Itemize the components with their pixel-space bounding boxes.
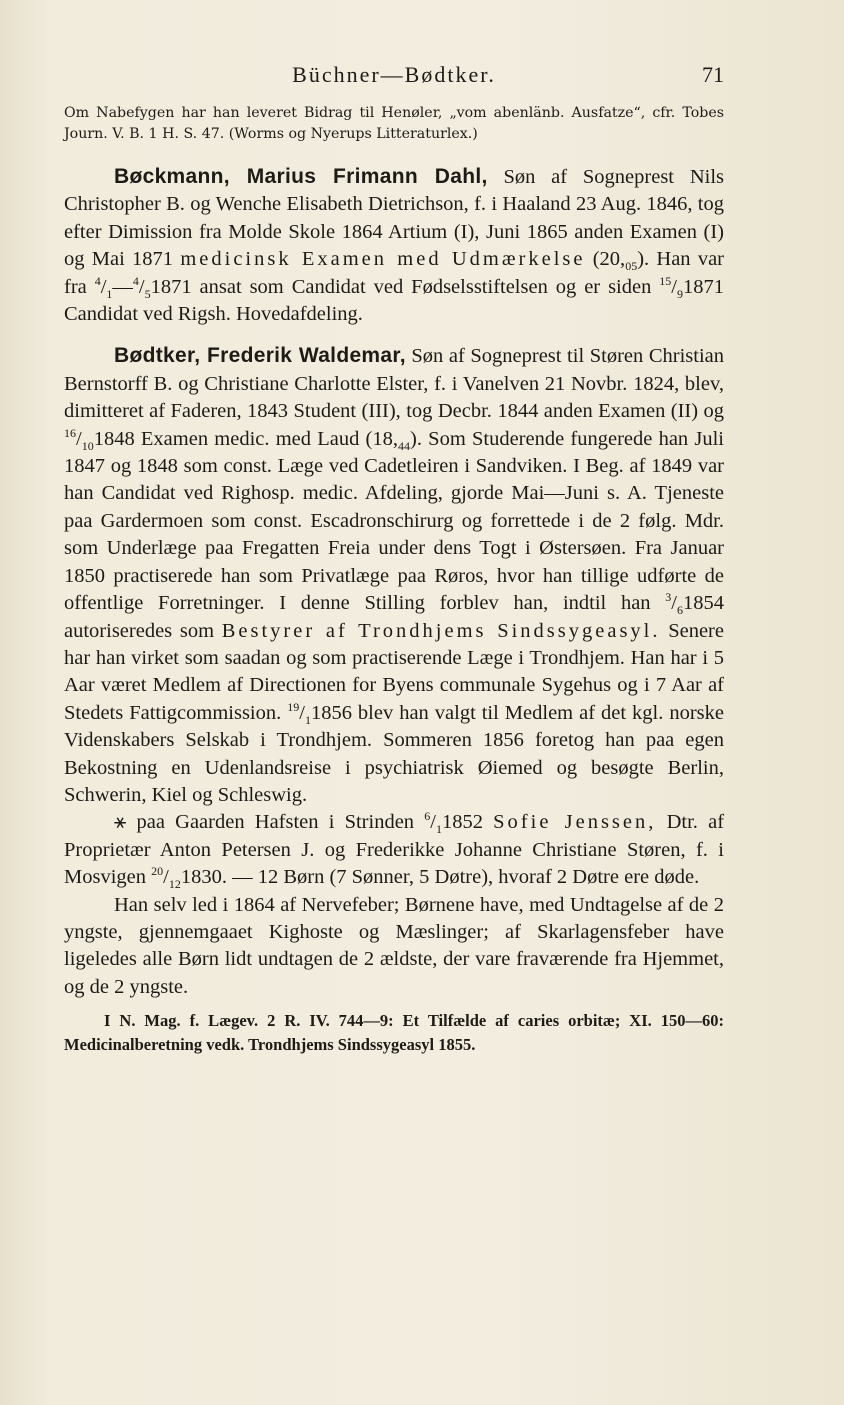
page-header bbox=[64, 62, 724, 92]
marriage-paragraph: ⚹ paa Gaarden Hafsten i Strinden $^6/_11852$ Sofie Jenssen, Dtr. af Proprietær Anton Petersen J. og Frederikke Johanne Christiane Støren, f. i Mosvigen $^{20}/_{12}1830$. — 12 Børn (7 Sønner, 5 Døtre), hvoraf 2 Døtre ere døde. bbox=[64, 809, 725, 892]
position-title: Bestyrer af Trondhjems Sindssygeasyl. bbox=[221, 619, 661, 642]
spouse-name: Sofie Jenssen, bbox=[493, 811, 657, 834]
marriage-symbol-icon: ⚹ bbox=[114, 811, 127, 834]
entry-name: Bødtker, Frederik Waldemar, bbox=[114, 344, 406, 368]
entry-bodtker: Bødtker, Frederik Waldemar, Søn af Sogneprest til Støren Christian Bernstorff B. og Christiane Charlotte Elster, f. i Vanelven 21 Novbr. 1824, blev, dimitteret af Faderen, 1843 Student (III), tog Decbr. 1844 anden Examen (II) og $^{16}/_{10}1848$ Examen medic. med Laud $(18,_{44})$. Som Studerende fungerede han Juli 1847 og 1848 som const. Læge ved Cadetleiren i Sandviken. I Beg. af 1849 var han Candidat ved Righosp. medic. Afdeling, gjorde Mai—Juni s. A. Tjeneste paa Gardermoen som const. Escadronschirurg og forrettede i de 2 følg. Mdr. som Underlæge paa Fregatten Freia under dens Togt i Østersøen. Fra Januar 1850 practiserede han som Privatlæge paa Røros, hvor han tillige udførte de offentlige Forretninger. I denne Stilling forblev han, indtil han $^3/_61854$ autoriseredes som Bestyrer af Trondhjems Sindssygeasyl. Senere har han virket som saadan og som practiserende Læge i Trondhjem. Han har i 5 Aar været Medlem af Directionen for Byens communale Sygehus og i 7 Aar af Stedets Fattigcommission. $^{19}/_11856$ blev han valgt til Medlem af det kgl. norske Videnskabers Selskab i Trondhjem. Sommeren 1856 foretog han paa egen Bekostning en Udenlandsreise i psychiatrisk Øiemed og besøgte Berlin, Schwerin, Kiel og Schleswig. ⚹ paa Gaarden Hafsten i Strinden $^6/_11852$ Sofie Jenssen, Dtr. af Proprietær Anton Petersen J. og Frederikke Johanne Christiane Støren, f. i Mosvigen $^{20}/_{12}1830$. — 12 Børn (7 Sønner, 5 Døtre), hvoraf 2 Døtre ere døde. Han selv led i 1864 af Nervefeber; Børnene have, med Undtagelse af de 2 yngste, gjennemgaaet Kighoste og Mæslinger; af Skarlagensfeber have ligeledes alle Børn lidt undtagen de 2 ældste, der vare fraværende fra Hjemmet, og de 2 yngste. I N. Mag. f. Lægev. 2 R. IV. 744—9: Et Tilfælde af caries orbitæ; XI. 150—60: Medicinalberetning vedk. Trondhjems Sindssygeasyl 1855. bbox=[64, 342, 724, 1057]
page-content bbox=[64, 103, 724, 1057]
page-number: 71 bbox=[702, 62, 724, 87]
entry-bockmann: Bøckmann, Marius Frimann Dahl, Søn af Sogneprest Nils Christopher B. og Wenche Elisabeth Dietrichson, f. i Haaland 23 Aug. 1846, tog efter Dimission fra Molde Skole 1864 Artium (I), Juni 1865 anden Examen (I) og Mai 1871 medicinsk Examen med Udmærkelse $(20,_{05})$. Han var fra $^4/_1—^4/_51871$ ansat som Candidat ved Fødselsstiftelsen og er siden $^{15}/_91871$ Candidat ved Rigsh. Hovedafdeling. bbox=[64, 165, 724, 326]
references: I N. Mag. f. Lægev. 2 R. IV. 744—9: Et Tilfælde af caries orbitæ; XI. 150—60: Medicinalberetning vedk. Trondhjems Sindssygeasyl 1855. bbox=[64, 1011, 724, 1055]
previous-entry-continuation: Om Nabefygen har han leveret Bidrag til Henøler, „vom abenlänb. Ausfatze“, cfr. Tobes Journ. V. B. 1 H. S. 47. (Worms og Nyerups Litteraturlex.) bbox=[64, 105, 724, 142]
exam-name: medicinsk Examen med Udmærkelse bbox=[180, 248, 586, 271]
health-paragraph: Han selv led i 1864 af Nervefeber; Børnene have, med Undtagelse af de 2 yngste, gjennemgaaet Kighoste og Mæslinger; af Skarlagensfeber have ligeledes alle Børn lidt undtagen de 2 ældste, der vare fraværende fra Hjemmet, og de 2 yngste. bbox=[64, 893, 724, 998]
running-head: Büchner—Bødtker. bbox=[292, 62, 496, 87]
entry-name: Bøckmann, Marius Frimann Dahl, bbox=[114, 165, 488, 188]
